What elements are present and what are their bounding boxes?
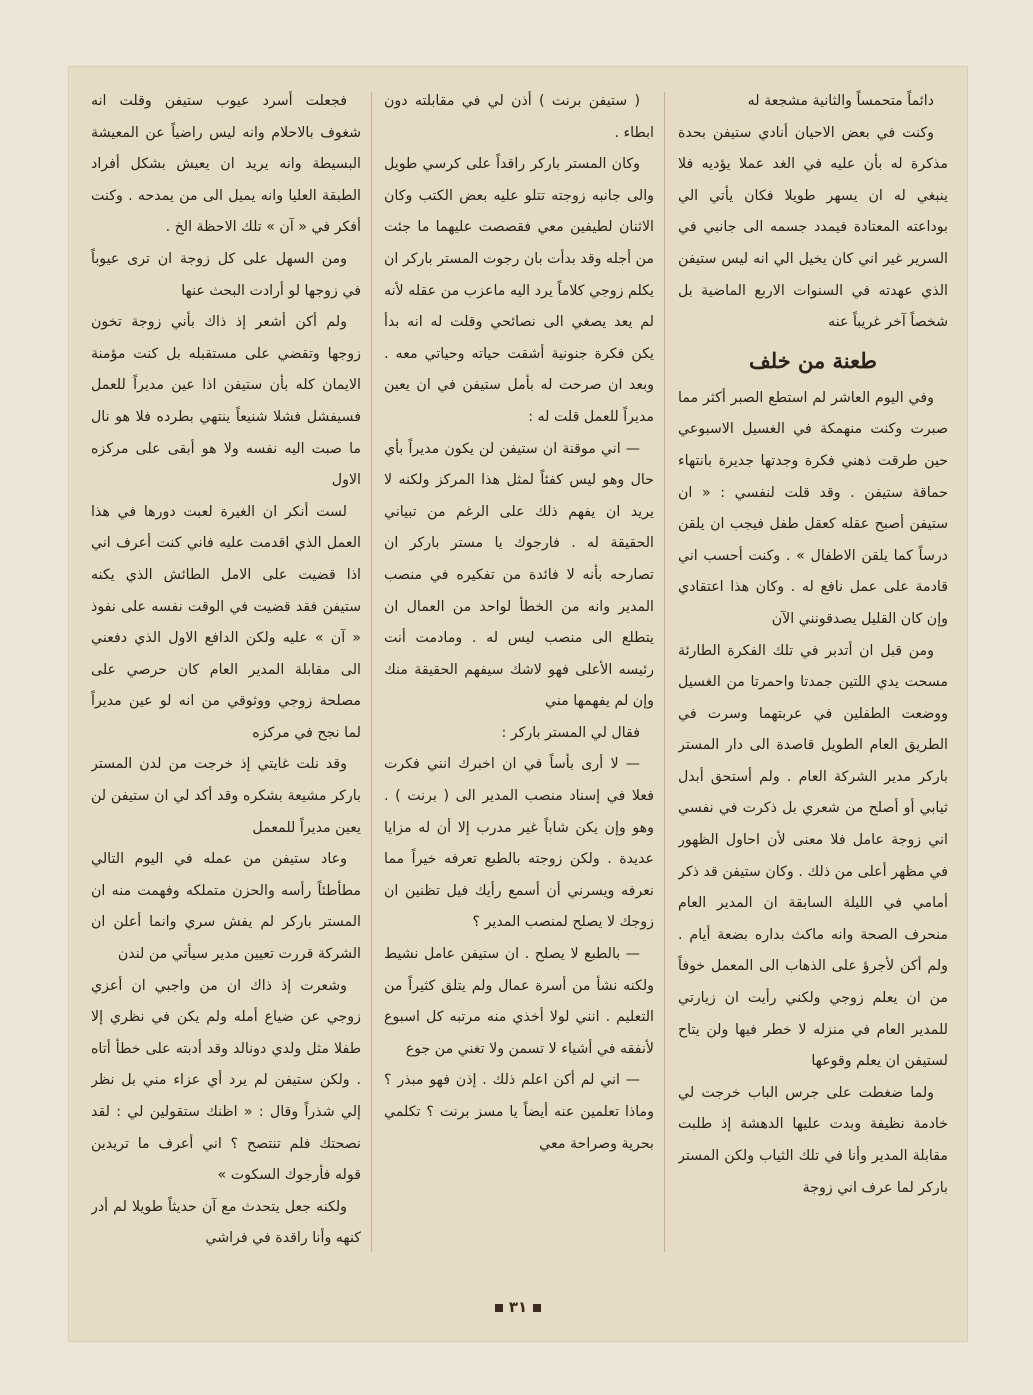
magazine-page [68, 66, 968, 1342]
column-divider [664, 92, 665, 1252]
paragraph: دائماً متحمساً والثانية مشجعة له [747, 93, 934, 109]
paragraph: وشعرت إذ ذاك ان من واجبي ان أعزي زوجي عن ضياع أمله ولم يكن في نظري إلا طفلا مثل ولدي دونالد وقد أدبته على خطأ أتاه . ولكن ستيفن لم يرد أي عزاء مني بل نظر إلي شذراً وقال : « اظنك ستقولين لي : لقد نصحتك فلم تنتصح ؟ اني أعرف ما تريدين قوله فأرجوك السكوت » [91, 977, 361, 1184]
paragraph: — بالطبع لا يصلح . ان ستيفن عامل نشيط ولكنه نشأ من أسرة عمال ولم يتلق كثيراً من التعليم . انني لولا أخذي منه مرتبه كل اسبوع لأنفقه في أشياء لا تسمن ولا تغني من جوع [384, 946, 654, 1057]
paragraph: ولما ضغطت على جرس الباب خرجت لي خادمة نظيفة وبدت عليها الدهشة إذ طلبت مقابلة المدير وأنا في تلك الثياب ولكن المستر باركر لما عرف اني زوجة [678, 1084, 948, 1196]
text-column-middle [384, 86, 654, 1286]
paragraph: لست أنكر ان الغيرة لعبت دورها في هذا العمل الذي اقدمت عليه فاني كنت أعرف اني اذا قضيت على الامل الطائش الذي يكنه ستيفن فقد قضيت في الوقت نفسه على نفوذ « آن » عليه ولكن الدافع الاول الذي دفعني الى مقابلة المدير العام كان حرصي على مصلحة زوجي ووثوقي من انه لو عين مديراً لما نجح في مركزه [91, 503, 361, 741]
paragraph: وفي اليوم العاشر لم استطع الصبر أكثر مما صبرت وكنت منهمكة في الغسيل الاسبوعي حين طرقت ذهني فكرة وجدتها جديرة بانتهاء حماقة ستيفن . وقد قلت لنفسي : « ان ستيفن أصبح عقله كعقل طفل فيجب ان يلقن درساً كما يلقن الاطفال » . وكنت أحسب اني قادمة على عمل نافع له . وكان هذا اعتقادي وإن كان القليل يصدقونني الآن [678, 389, 948, 627]
paragraph: وعاد ستيفن من عمله في اليوم التالي مطأطئاً رأسه والحزن متملكه وفهمت منه ان المستر باركر لم يفش سري وانما أعلن ان الشركة قررت تعيين مدير سيأتي من لندن [91, 851, 361, 963]
ornament-square-icon [495, 1304, 503, 1312]
section-heading: طعنة من خلف [749, 347, 877, 373]
paragraph: — اني موقنة ان ستيفن لن يكون مديراً بأي حال وهو ليس كفئاً لمثل هذا المركز ولكنه لا يريد ان يفهم ذلك على الرغم من تبياني الحقيقة له . فارجوك يا مستر باركر ان تصارحه بأنه لا فائدة من تفكيره في منصب المدير وانه من الخطأ لواحد من العمال ان يتطلع الى منصب ليس له . ومادمت أنت رئيسه الأعلى فهو لاشك سيفهم الحقيقة منك وإن لم يفهمها مني [384, 440, 654, 710]
paragraph: ومن السهل على كل زوجة ان ترى عيوباً في زوجها لو أرادت البحث عنها [91, 250, 361, 299]
text-column-right [678, 86, 948, 1286]
paragraph: ومن قبل ان أتدبر في تلك الفكرة الطارئة مسحت يدي اللتين جمدتا واحمرتا من الغسيل ووضعت الطفلين في عربتهما وسرت في الطريق العام الطويل قاصدة الى دار المستر باركر مدير الشركة العام . ولم أستحق أبدل ثيابي أو أصلح من شعري بل ذكرت في نفسي اني زوجة عامل فلا معنى لأن احاول الظهور في مظهر أعلى من ذلك . وكان ستيفن قد ذكر أمامي في الليلة السابقة ان المدير العام منحرف الصحة وانه ماكث بداره بضعة أيام . ولم أكن لأجرؤ على الذهاب الى المعمل خوفاً من ان يعلم زوجي ولكني رأيت ان زيارتي للمدير العام في منزله لا خطر فيها ولن يتاح لستيفن ان يعلم وقوعها [678, 642, 948, 1070]
paragraph: وقد نلت غايتي إذ خرجت من لدن المستر باركر مشيعة بشكره وقد أكد لي ان ستيفن لن يعين مديراً للمعمل [91, 756, 361, 836]
column-divider [371, 92, 372, 1252]
text-column-left [91, 86, 361, 1286]
paragraph: — اني لم أكن اعلم ذلك . إذن فهو مبذر ؟ وماذا تعلمين عنه أيضاً يا مسز برنت ؟ تكلمي بحرية وصراحة معي [384, 1072, 654, 1152]
paragraph: وكان المستر باركر راقداً على كرسي طويل والى جانبه زوجته تتلو عليه بعض الكتب وكان الاثنان لطيفين معي فقصصت عليهما ما جئت من أجله وقد بدأت بان رجوت المستر باركر ان يكلم زوجي كلاماً يرد اليه ماعزب من عقله لأنه لم يعد يصغي الى نصائحي وقلت له انه بدأ يكن فكرة جنونية أشقت حياته وحياتي معه . وبعد ان صرحت له بأمل ستيفن في ان يعين مديراً للعمل قلت له : [384, 156, 654, 425]
paragraph: ( ستيفن برنت ) أذن لي في مقابلته دون ابطاء . [384, 93, 654, 141]
ornament-square-icon [533, 1304, 541, 1312]
paragraph: فجعلت أسرد عيوب ستيفن وقلت انه شغوف بالاحلام وانه ليس راضياً عن المعيشة البسيطة وانه يريد ان يعيش بشكل أفراد الطبقة العليا وانه يميل الى من يمدحه . وكنت أفكر في « آن » تلك الاحظة الخ . [91, 93, 361, 236]
paragraph: — لا أرى بأساً في ان اخبرك انني فكرت فعلا في إسناد منصب المدير الى ( برنت ) . وهو وإن يكن شاباً غير مدرب إلا أن له مزايا عديدة . ولكن زوجته بالطبع تعرفه خيراً مما نعرفه ويسرني أن أسمع رأيك فيل تظنين ان زوجك لا يصلح لمنصب المدير ؟ [384, 756, 654, 931]
paragraph: فقال لي المستر باركر : [501, 724, 640, 741]
paragraph: وكنت في بعض الاحيان أنادي ستيفن بحدة مذكرة له بأن عليه في الغد عملا يؤديه فلا ينبغي له ان يسهر طويلا فكان يأتي الي بوداعته المعتادة فيمدد جسمه الى جانبي في السرير غير اني كان يخيل الي انه ليس ستيفن الذي عهدته في السنوات الاربع الماضية بل شخصاً آخر غريباً عنه [678, 124, 948, 331]
paragraph: ولكنه جعل يتحدث مع آن حديثاً طويلا لم أدر كنهه وأنا راقدة في فراشي [91, 1198, 361, 1247]
page-number-text: ٣١ [508, 1298, 528, 1316]
paragraph: ولم أكن أشعر إذ ذاك بأني زوجة تخون زوجها وتقضي على مستقبله بل كنت مؤمنة الايمان كله بأن ستيفن اذا عين مديراً للعمل فسيفشل فشلا شنيعاً ينتهي بطرده فلا هو نال ما صبت اليه نفسه ولا هو أبقى على مركزه الاول [91, 314, 361, 489]
page-number [68, 1298, 968, 1316]
